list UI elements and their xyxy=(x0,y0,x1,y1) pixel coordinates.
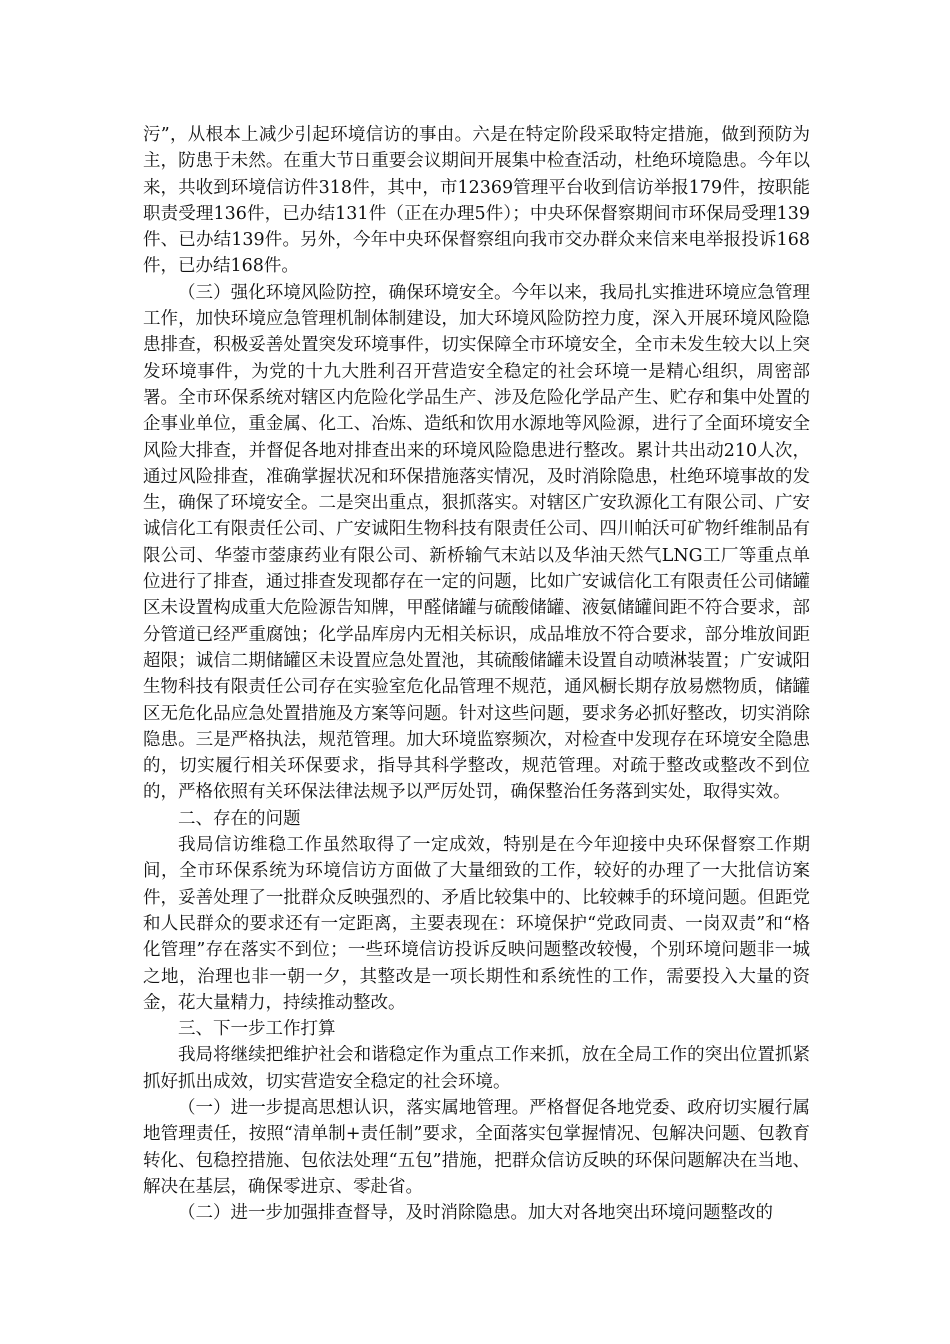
paragraph-problems: 我局信访维稳工作虽然取得了一定成效，特别是在今年迎接中央环保督察工作期间，全市环保系统为环境信访方面做了大量细致的工作，较好的办理了一大批信访案件，妥善处理了一批群众反映强烈的、矛盾比较集中的、比较棘手的环境问题。但距党和人民群众的要求还有一定距离，主要表现在：环境保护“党政同责、一岗双责”和“格化管理”存在落实不到位；一些环境信访投诉反映问题整改较慢，个别环境问题非一城之地，治理也非一朝一夕，其整改是一项长期性和系统性的工作，需要投入大量的资金，花大量精力，持续推动整改。 xyxy=(143,835,810,1013)
section-heading-problems: 二、存在的问题 xyxy=(178,808,301,829)
paragraph-risk-prevention: （三）强化环境风险防控，确保环境安全。今年以来，我局扎实推进环境应急管理工作，加快环境应急管理机制体制建设，加大环境风险防控力度，深入开展环境风险隐患排查，积极妥善处置突发环境事件，切实保障全市环境安全，全市未发生较大以上突发环境事件，为党的十九大胜利召开营造安全稳定的社会环境一是精心组织，周密部署。全市环保系统对辖区内危险化学品生产、涉及危险化学品产生、贮存和集中处置的企事业单位，重金属、化工、冶炼、造纸和饮用水源地等风险源，进行了全面环境安全风险大排查，并督促各地对排查出来的环境风险隐患进行整改。累计共出动210人次，通过风险排查，准确掌握状况和环保措施落实情况，及时消除隐患，杜绝环境事故的发生，确保了环境安全。二是突出重点，狠抓落实。对辖区广安玖源化工有限公司、广安诚信化工有限责任公司、广安诚阳生物科技有限责任公司、四川帕沃可矿物纤维制品有限公司、华蓥市蓥康药业有限公司、新桥输气末站以及华油天然气LNG工厂等重点单位进行了排查，通过排查发现都存在一定的问题，比如广安诚信化工有限责任公司储罐区未设置构成重大危险源告知牌，甲醛储罐与硫酸储罐、液氨储罐间距不符合要求，部分管道已经严重腐蚀；化学品库房内无相关标识，成品堆放不符合要求，部分堆放间距超限；诚信二期储罐区未设置应急处置池，其硫酸储罐未设置自动喷淋装置；广安诚阳生物科技有限责任公司存在实验室危化品管理不规范，通风橱长期存放易燃物质，储罐区无危化品应急处置措施及方案等问题。针对这些问题，要求务必抓好整改，切实消除隐患。三是严格执法，规范管理。加大环境监察频次，对检查中发现存在环境安全隐患的，切实履行相关环保要求，指导其科学整改，规范管理。对疏于整改或整改不到位的，严格依照有关环保法律法规予以严厉处罚，确保整治任务落到实处，取得实效。 xyxy=(143,282,810,803)
paragraph-env-petition-stats: 污”，从根本上减少引起环境信访的事由。六是在特定阶段采取特定措施，做到预防为主，防患于未然。在重大节日重要会议期间开展集中检查活动，杜绝环境隐患。今年以来，共收到环境信访件318件，其中，市12369管理平台收到信访举报179件，按职能职责受理136件，已办结131件（正在办理5件）；中央环保督察期间市环保局受理139件、已办结139件。另外，今年中央环保督察组向我市交办群众来信来电举报投诉168件，已办结168件。 xyxy=(143,125,810,277)
paragraph-next-steps-intro: 我局将继续把维护社会和谐稳定作为重点工作来抓，放在全局工作的突出位置抓紧抓好抓出成效，切实营造安全稳定的社会环境。 xyxy=(143,1045,810,1092)
section-heading-next-steps: 三、下一步工作打算 xyxy=(178,1019,336,1040)
paragraph-territorial-management: （一）进一步提高思想认识，落实属地管理。严格督促各地党委、政府切实履行属地管理责任，按照“清单制+责任制”要求，全面落实包掌握情况、包解决问题、包教育转化、包稳控措施、包依法处理“五包”措施，把群众信访反映的环保问题解决在当地、解决在基层，确保零进京、零赴省。 xyxy=(143,1097,810,1197)
document-page xyxy=(143,122,810,1226)
paragraph-inspection-supervision: （二）进一步加强排查督导，及时消除隐患。加大对各地突出环境问题整改的 xyxy=(178,1203,773,1224)
